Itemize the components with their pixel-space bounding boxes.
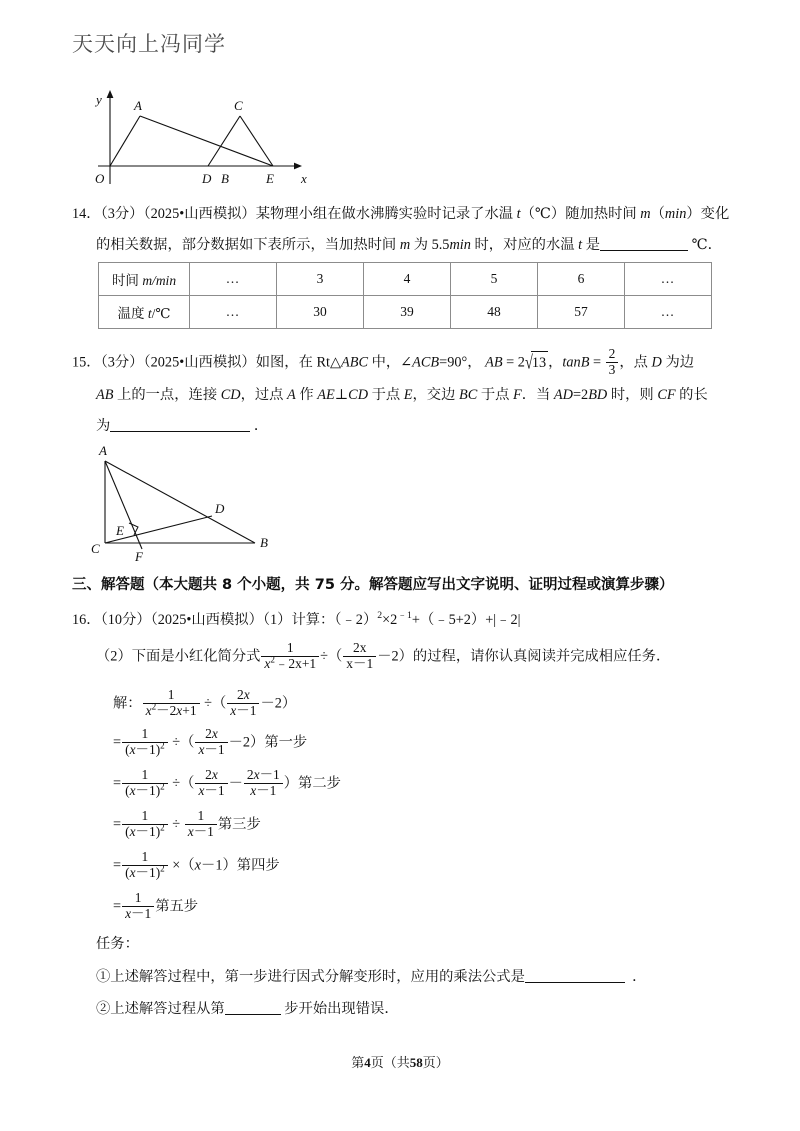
fraction-denominator [261,656,319,672]
q16-source: （2025•山西模拟） [150,612,263,628]
sqrt-icon: √ [524,351,533,374]
q15-l1-b: 中，∠ [368,354,413,371]
figure1-label-x: x [301,171,307,186]
q15-score: （3分） [100,354,144,371]
fraction-denominator: 3 [606,362,619,378]
den-var: x [264,655,271,671]
q15-l2-ab: AB [96,387,114,403]
q16-p1-exp2: ﹣1 [397,610,412,622]
fraction-denominator: x－1 [343,656,376,672]
table-cell: 39 [364,296,451,329]
q16-task1-blank[interactable] [525,968,625,983]
figure1-svg [88,88,318,188]
q15-l1-D: D [651,354,662,371]
q16-task2-blank[interactable] [225,1000,281,1015]
figure1-label-C: C [234,98,243,113]
q16-part1-label: （1）计算： [262,612,335,628]
table-cell: 3 [277,263,364,296]
step-name-2: 第二步 [298,775,341,792]
table-cell: … [190,296,277,329]
figure2-svg [85,443,285,563]
figure1-label-B: B [221,171,229,186]
den-rest: ﹣2x+1 [274,655,317,671]
q14-var-m: m [640,206,651,222]
q14-l2-t: t [578,237,583,253]
q15-l2-bd: BD [588,387,608,403]
q15-l1-sqrt: 13 [531,351,548,374]
q16-p2-b: ÷（ [320,648,343,665]
q14-data-table-wrap [98,262,712,329]
q16-solution-step-2: = $\frac{1}{(x-1)^2}$ ÷（ $\frac{2x}{x-1}$ － $\frac{2x-1}{x-1}$ ）第二步 [113,767,341,798]
q15-l1-ab: AB [485,354,503,371]
q15-l2-cf: CF [657,387,676,403]
question-14-line-2 [96,234,722,256]
q15-l2-ad: AD [553,387,573,403]
q15-l2-k: 的长 [675,387,708,403]
table-cell: 48 [451,296,538,329]
fraction-numerator: 2x [353,640,367,655]
q16-task2-text-b: 步开始出现错误． [284,1001,399,1017]
q14-source: （2025•山西模拟） [143,206,256,222]
figure1-label-y: y [96,92,102,107]
q15-l2-i: =2 [572,387,589,403]
fraction-numerator: 2 [608,346,616,361]
q15-l2-ae: AE [317,387,335,403]
q16-task1-period: ． [632,969,647,985]
q14-l2-unit: ℃． [691,237,722,253]
q15-l1-h: 为边 [661,354,695,371]
q16-task-2 [96,998,399,1020]
q14-unit-min: min [664,206,687,222]
q16-p1-exp1: 2 [377,610,383,622]
figure2-label-F: F [135,549,143,563]
q15-l2-c: 作 [295,387,318,403]
table-cell: … [625,296,712,329]
q14-l2-c: 时，对应的水温 [470,237,579,253]
footer-mid: 页（共 [370,1055,410,1070]
table-cell: 57 [538,296,625,329]
watermark-title: 天天向上冯同学 [72,32,226,56]
q15-l2-A: A [287,387,296,403]
q16-solution-step-5: = $\frac{1}{x-1}$ 第五步 [113,890,199,921]
figure2-label-A: A [99,443,107,458]
q15-l2-b: ，过点 [240,387,288,403]
q15-l1-tanb: tanB [562,354,590,371]
page-footer [0,1052,800,1071]
q16-solution-line-0: 解： $\frac{1}{x^2-2x+1}$ ÷（ $\frac{2x}{x-1}$ －2） [113,687,297,718]
q16-task2-text-a: ②上述解答过程从第 [96,1001,225,1017]
q14-text-d: ）变化 [686,206,730,222]
q16-score: （10分） [100,612,151,628]
step-name-3: 第三步 [217,816,261,833]
q16-solution-step-1: = $\frac{1}{(x-1)^2}$ ÷（ $\frac{2x}{x-1}$ －2）第一步 [113,726,308,757]
q15-l2-j: 时，则 [607,387,658,403]
q16-solution-step-4: = $\frac{1}{(x-1)^2}$ ×（x－1）第四步 [113,849,280,880]
q16-task-label: 任务： [96,936,139,952]
fraction-numerator: 1 [286,640,294,655]
q14-var-t: t [516,206,521,222]
q15-number: 15 [72,354,87,371]
q15-l2-cd: CD [220,387,241,403]
figure1-label-A: A [134,98,142,113]
q15-l1-c: =90°， [439,354,482,371]
question-15-line-3 [96,415,268,437]
fraction-two-thirds [606,347,619,377]
table-row-header-time: 时间 m/min [99,263,190,296]
question-15-line-2 [96,384,708,406]
figure1-label-E: E [266,171,274,186]
q16-p1-b: ×2 [382,612,398,628]
den-exp: 2 [270,654,275,665]
figure-coordinate-diagram [88,88,318,188]
step-name-4: 第四步 [236,857,280,874]
table-cell: 5 [451,263,538,296]
q14-l2-m: m [399,237,411,253]
q15-l2-d: ⊥ [334,387,349,403]
q16-p2-c: －2）的过程，请你认真阅读并完成相应任务． [377,648,671,665]
solution-label: 解： [113,695,142,712]
q16-task1-text: ①上述解答过程中，第一步进行因式分解变形时，应用的乘法公式是 [96,969,525,985]
q15-l2-E: E [403,387,413,403]
q15-l2-a: 上的一点，连接 [113,387,221,403]
q14-l2-a: 的相关数据，部分数据如下表所示，当加热时间 [96,237,400,253]
q15-l2-F: F [513,387,522,403]
q15-answer-blank[interactable] [110,417,250,432]
q14-text-b: （℃）随加热时间 [520,206,641,222]
q15-l1-e: ， [548,354,563,371]
figure-triangle-abc [85,443,285,563]
q15-l3-b: ． [253,418,269,434]
q15-l2-cd2: CD [348,387,369,403]
q16-solution-step-3: = $\frac{1}{(x-1)^2}$ ÷ $\frac{1}{x-1}$ 第三步 [113,808,261,839]
figure2-label-E: E [116,523,124,538]
q15-l1-f: = [589,354,605,371]
q15-l2-h: ．当 [521,387,554,403]
q15-l1-a: 如图，在 Rt△ [255,354,341,371]
q14-number: 14 [72,206,87,222]
table-cell: 4 [364,263,451,296]
footer-suffix: 页） [422,1055,449,1070]
figure1-label-O: O [95,171,105,186]
footer-total-pages: 58 [409,1055,423,1070]
q14-data-table [98,262,712,329]
q16-p1-a: （﹣2） [334,612,378,628]
question-15-line-1: 15．（3分）（2025•山西模拟）如图，在 Rt△ABC 中，∠ACB=90°， AB = 2√13 ，tanB = $\frac{2}{3}$ ，点 D 为边 [72,346,695,377]
footer-prefix: 第 [351,1055,365,1070]
q14-score: （3分） [100,206,144,222]
table-row [99,263,712,296]
q14-answer-blank[interactable] [600,236,688,251]
q15-l2-f: ，交边 [412,387,459,403]
q14-text-a: 某物理小组在做水沸腾实验时记录了水温 [255,206,517,222]
question-16-line-2 [96,641,670,671]
q15-l1-acb: ACB [412,354,440,371]
q15-l3-a: 为 [96,418,111,434]
figure1-label-D: D [202,171,212,186]
step-name-1: 第一步 [264,734,308,751]
q16-p1-c: +（﹣5+2）+|﹣2| [411,612,521,628]
q15-l1-d: = 2 [502,354,525,371]
table-cell: … [190,263,277,296]
q14-l2-b: 为 5.5 [410,237,450,253]
figure2-label-C: C [91,541,100,556]
q16-number: 16 [72,612,87,628]
fraction-expr-1 [261,641,319,671]
table-cell: 30 [277,296,364,329]
q16-task-1 [96,966,646,988]
q15-l2-bc: BC [458,387,478,403]
q15-l2-e: 于点 [368,387,404,403]
table-cell: 6 [538,263,625,296]
table-row-header-temp: 温度 t/℃ [99,296,190,329]
fraction-expr-2 [343,641,376,671]
q16-p2-a: （2）下面是小红化简分式 [96,648,261,665]
q15-l1-g: ，点 [619,354,652,371]
figure2-label-D: D [215,501,225,516]
q14-l2-min: min [449,237,471,253]
question-16-line-1: 16．（10分）（2025•山西模拟）（1）计算：$(﹣2)^2\times 2^{﹣1}+(﹣5+2)+|﹣2|$ [72,610,521,628]
q14-text-c: （ [650,206,665,222]
q15-l2-g: 于点 [477,387,514,403]
footer-page-number: 4 [364,1055,371,1070]
section-3-heading: 三、解答题（本大题共 8 个小题，共 75 分。解答题应写出文字说明、证明过程或演算步骤） [72,577,674,593]
table-cell: … [625,263,712,296]
table-row [99,296,712,329]
figure2-label-B: B [260,535,268,550]
step-name-5: 第五步 [155,898,199,915]
q15-l1-abc: ABC [340,354,368,371]
q14-l2-d: 是 [582,237,601,253]
q15-source: （2025•山西模拟） [143,354,256,371]
question-14-line-1: 14．（3分）（2025•山西模拟）某物理小组在做水沸腾实验时记录了水温 t（℃）随加热时间 m（min）变化 [72,206,730,222]
